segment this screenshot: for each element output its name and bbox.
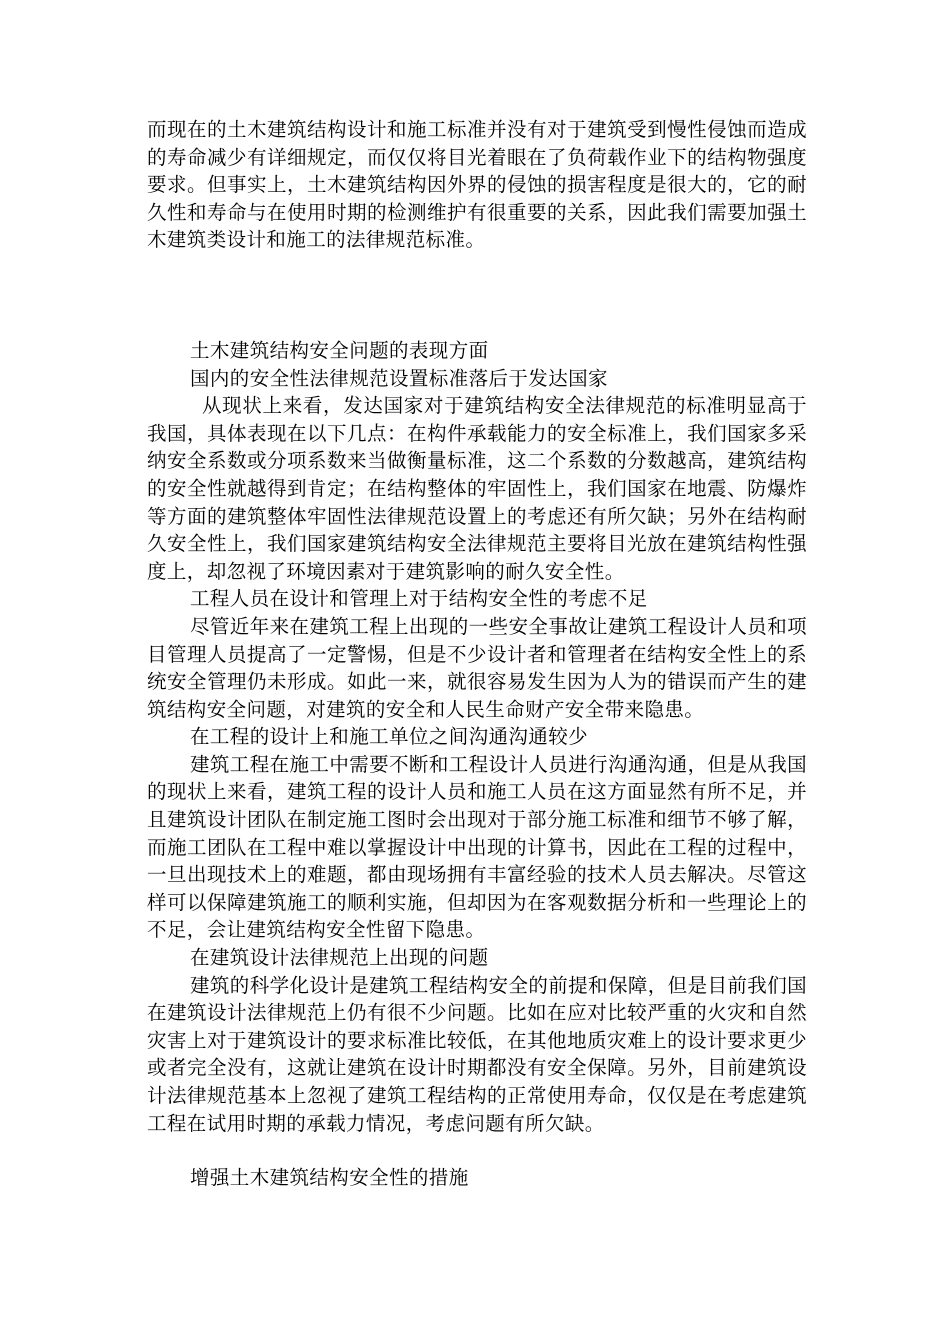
section-spacer	[147, 254, 807, 337]
section-heading-safety-issues: 土木建筑结构安全问题的表现方面	[190, 338, 489, 362]
document-page	[147, 116, 807, 1192]
intro-paragraph: 而现在的土木建筑结构设计和施工标准并没有对于建筑受到慢性侵蚀而造成的寿命减少有详细规定，而仅仅将目光着眼在了负荷载作业下的结构物强度要求。但事实上，土木建筑结构因外界的侵蚀的损害程度是很大的，它的耐久性和寿命与在使用时期的检测维护有很重要的关系，因此我们需要加强土木建筑类设计和施工的法律规范标准。	[147, 118, 807, 252]
subheading-standards-lag: 国内的安全性法律规范设置标准落后于发达国家	[190, 366, 608, 390]
paragraph-design-regulations: 建筑的科学化设计是建筑工程结构安全的前提和保障，但是目前我们国在建筑设计法律规范上仍有很不少问题。比如在应对比较严重的火灾和自然灾害上对于建筑设计的要求标准比较低，在其他地质灾难上的设计要求更少或者完全没有，这就让建筑在设计时期都没有安全保障。另外，目前建筑设计法律规范基本上忽视了建筑工程结构的正常使用寿命，仅仅是在考虑建筑工程在试用时期的承载力情况，考虑问题有所欠缺。	[147, 973, 807, 1135]
subheading-communication: 在工程的设计上和施工单位之间沟通沟通较少	[190, 725, 589, 749]
subheading-insufficient-consideration: 工程人员在设计和管理上对于结构安全性的考虑不足	[190, 587, 648, 611]
section-heading-measures: 增强土木建筑结构安全性的措施	[190, 1166, 469, 1190]
section-spacer	[147, 1137, 807, 1164]
paragraph-insufficient-consideration: 尽管近年来在建筑工程上出现的一些安全事故让建筑工程设计人员和项目管理人员提高了一定警惕，但是不少设计者和管理者在结构安全性上的系统安全管理仍未形成。如此一来，就很容易发生因为人为的错误而产生的建筑结构安全问题，对建筑的安全和人民生命财产安全带来隐患。	[147, 614, 807, 721]
paragraph-communication: 建筑工程在施工中需要不断和工程设计人员进行沟通沟通，但是从我国的现状上来看，建筑工程的设计人员和施工人员在这方面显然有所不足，并且建筑设计团队在制定施工图时会出现对于部分施工标准和细节不够了解，而施工团队在工程中难以掌握设计中出现的计算书，因此在工程的过程中，一旦出现技术上的难题，都由现场拥有丰富经验的技术人员去解决。尽管这样可以保障建筑施工的顺利实施，但却因为在客观数据分析和一些理论上的不足，会让建筑结构安全性留下隐患。	[147, 752, 807, 942]
paragraph-standards-lag: 从现状上来看，发达国家对于建筑结构安全法律规范的标准明显高于我国，具体表现在以下几点：在构件承载能力的安全标准上，我们国家多采纳安全系数或分项系数来当做衡量标准，这二个系数的分数越高，建筑结构的安全性就越得到肯定；在结构整体的牢固性上，我们国家在地震、防爆炸等方面的建筑整体牢固性法律规范设置上的考虑还有所欠缺；另外在结构耐久安全性上，我们国家建筑结构安全法律规范主要将目光放在建筑结构性强度上，却忽视了环境因素对于建筑影响的耐久安全性。	[147, 394, 807, 583]
subheading-design-regulations: 在建筑设计法律规范上出现的问题	[190, 946, 489, 970]
